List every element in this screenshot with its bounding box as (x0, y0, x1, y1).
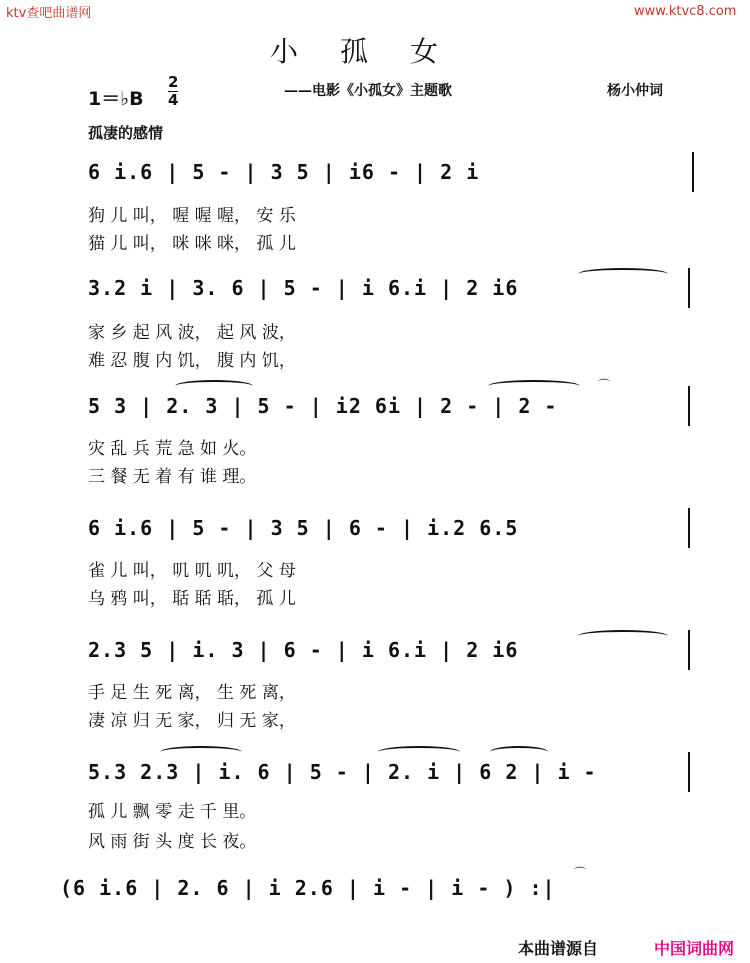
time-numerator: 2 (168, 73, 179, 91)
song-title: 小孤女 (270, 35, 481, 68)
barline (688, 630, 690, 670)
time-denominator: 4 (168, 91, 179, 109)
subtitle: ——电影《小孤女》主题歌 (284, 83, 452, 99)
lyricist: 杨小仲词 (607, 83, 663, 99)
notes-line-1: 6 i.6 | 5 - | 3 5 | i6 - | 2 i (88, 160, 480, 184)
lyrics-line-1-verse-2: 猫 儿 叫， 咪 咪 咪， 孤 儿 (88, 234, 296, 254)
key-signature: 1＝♭B (88, 88, 144, 110)
footer-site-name: 中国词曲网 (654, 939, 735, 958)
watermark-left: ktv查吧曲谱网 (6, 6, 92, 21)
footer-source-label: 本曲谱源自 (518, 939, 599, 958)
slur (578, 630, 668, 642)
lyrics-line-5-verse-1: 手 足 生 死 离， 生 死 离， (88, 683, 296, 703)
slur (175, 380, 253, 392)
lyrics-line-1-verse-1: 狗 儿 叫， 喔 喔 喔， 安 乐 (88, 206, 296, 226)
notes-line-5: 2.3 5 | i. 3 | 6 - | i 6.i | 2 i6 (88, 638, 519, 662)
expression-mark: 孤凄的感情 (88, 124, 164, 142)
lyrics-line-3-verse-2: 三 餐 无 着 有 谁 理。 (88, 467, 257, 487)
lyrics-line-2-verse-2: 难 忍 腹 内 饥， 腹 内 饥， (88, 351, 296, 371)
lyrics-line-4-verse-2: 乌 鸦 叫， 聒 聒 聒， 孤 儿 (88, 589, 296, 609)
lyrics-line-5-verse-2: 凄 凉 归 无 家， 归 无 家， (88, 711, 296, 731)
notes-line-3: 5 3 | 2. 3 | 5 - | i2 6i | 2 - | 2 - (88, 394, 558, 418)
notes-line-2: 3.2 i | 3. 6 | 5 - | i 6.i | 2 i6 (88, 276, 519, 300)
notes-line-4: 6 i.6 | 5 - | 3 5 | 6 - | i.2 6.5 (88, 516, 519, 540)
lyrics-line-2-verse-1: 家 乡 起 风 波， 起 风 波， (88, 323, 296, 343)
slur (160, 746, 242, 758)
lyrics-line-6-verse-1: 孤 儿 飘 零 走 千 里。 (88, 802, 257, 822)
notes-line-7: (6 i.6 | 2. 6 | i 2.6 | i - | i - ) :| (60, 876, 556, 900)
time-signature (168, 74, 178, 108)
lyrics-line-3-verse-1: 灾 乱 兵 荒 急 如 火。 (88, 439, 257, 459)
slur (378, 746, 460, 758)
slur (490, 746, 548, 758)
fermata-icon: ⌒ (574, 866, 587, 880)
lyrics-line-4-verse-1: 雀 儿 叫， 叽 叽 叽， 父 母 (88, 561, 296, 581)
watermark-right: www.ktvc8.com (634, 4, 737, 19)
slur (488, 380, 580, 392)
lyrics-line-6-verse-2: 风 雨 街 头 度 长 夜。 (88, 832, 257, 852)
barline (688, 268, 690, 308)
notes-line-6: 5.3 2.3 | i. 6 | 5 - | 2. i | 6 2 | i - (88, 760, 597, 784)
barline (688, 386, 690, 426)
fermata-icon: ⌒ (598, 378, 611, 392)
barline (688, 508, 690, 548)
slur (578, 268, 668, 280)
barline (692, 152, 694, 192)
barline (688, 752, 690, 792)
